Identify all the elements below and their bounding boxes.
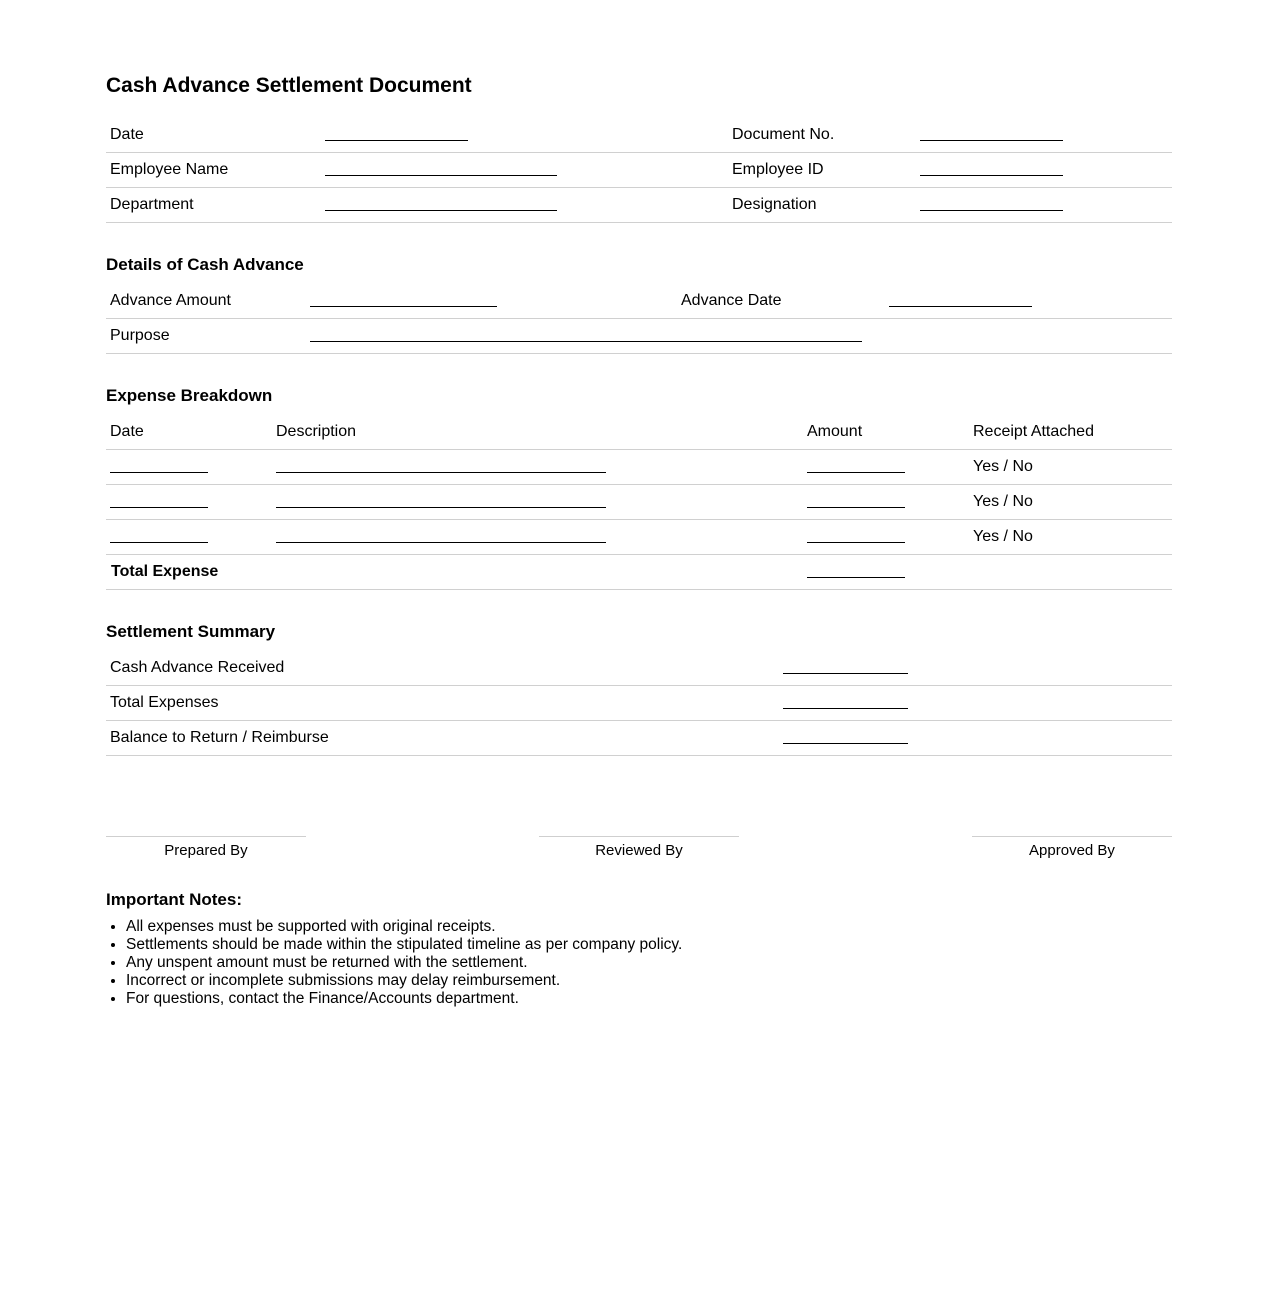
advance-date-field[interactable] (889, 284, 1032, 307)
advance-heading: Details of Cash Advance (106, 255, 304, 274)
purpose-field[interactable] (310, 319, 862, 342)
expense-amount-field[interactable] (807, 450, 905, 473)
date-label: Date (110, 126, 144, 143)
balance-label: Balance to Return / Reimburse (110, 729, 329, 746)
list-item: • For questions, contact the Finance/Accounts department. (126, 990, 682, 1008)
receipt-attached-option[interactable]: Yes / No (973, 458, 1033, 475)
department-field[interactable] (325, 188, 557, 211)
expense-row (106, 520, 1172, 555)
purpose-label: Purpose (110, 327, 170, 344)
document-title: Cash Advance Settlement Document (106, 74, 472, 97)
expense-header-row (106, 415, 1172, 450)
total-expenses-label: Total Expenses (110, 694, 219, 711)
receipt-attached-option[interactable]: Yes / No (973, 493, 1033, 510)
col-date: Date (110, 423, 144, 440)
advance-row-purpose (106, 319, 1172, 354)
reviewed-by-signature[interactable]: Reviewed By (539, 836, 739, 859)
summary-heading: Settlement Summary (106, 622, 276, 641)
employee-name-label: Employee Name (110, 161, 229, 178)
list-item: • All expenses must be supported with original receipts. (126, 918, 682, 936)
summary-row-balance (106, 721, 1172, 756)
cash-advance-received-label: Cash Advance Received (110, 659, 285, 676)
col-amount: Amount (807, 423, 863, 440)
department-label: Department (110, 196, 194, 213)
expense-row (106, 450, 1172, 485)
list-item: • Incorrect or incomplete submissions may delay reimbursement. (126, 972, 682, 990)
expense-date-field[interactable] (110, 450, 208, 473)
total-expense-field[interactable] (807, 555, 905, 578)
notes-list (106, 918, 682, 1008)
advance-amount-label: Advance Amount (110, 292, 231, 309)
total-expenses-field[interactable] (783, 686, 908, 709)
designation-label: Designation (732, 196, 817, 213)
designation-field[interactable] (920, 188, 1063, 211)
balance-field[interactable] (783, 721, 908, 744)
approved-by-signature[interactable]: Approved By (972, 836, 1172, 859)
header-row-department (106, 188, 1172, 223)
header-row-employee (106, 153, 1172, 188)
expense-description-field[interactable] (276, 485, 606, 508)
expense-date-field[interactable] (110, 485, 208, 508)
document-no-label: Document No. (732, 126, 835, 143)
advance-row-amount (106, 284, 1172, 319)
date-field[interactable] (325, 118, 468, 141)
employee-id-field[interactable] (920, 153, 1063, 176)
prepared-by-signature[interactable]: Prepared By (106, 836, 306, 859)
notes-heading: Important Notes: (106, 890, 242, 909)
expense-date-field[interactable] (110, 520, 208, 543)
advance-date-label: Advance Date (681, 292, 782, 309)
advance-amount-field[interactable] (310, 284, 497, 307)
list-item: • Any unspent amount must be returned with the settlement. (126, 954, 682, 972)
cash-advance-received-field[interactable] (783, 651, 908, 674)
summary-row-advance-received (106, 651, 1172, 686)
col-receipt-attached: Receipt Attached (973, 423, 1094, 440)
expense-row (106, 485, 1172, 520)
employee-id-label: Employee ID (732, 161, 824, 178)
expense-total-row (106, 555, 1172, 590)
expense-description-field[interactable] (276, 520, 606, 543)
total-expense-label: Total Expense (111, 563, 219, 580)
receipt-attached-option[interactable]: Yes / No (973, 528, 1033, 545)
summary-row-total-expenses (106, 686, 1172, 721)
expense-heading: Expense Breakdown (106, 386, 273, 405)
expense-amount-field[interactable] (807, 520, 905, 543)
employee-name-field[interactable] (325, 153, 557, 176)
header-row-date (106, 118, 1172, 153)
expense-amount-field[interactable] (807, 485, 905, 508)
document-no-field[interactable] (920, 118, 1063, 141)
list-item: • Settlements should be made within the stipulated timeline as per company policy. (126, 936, 682, 954)
col-description: Description (276, 423, 357, 440)
expense-description-field[interactable] (276, 450, 606, 473)
